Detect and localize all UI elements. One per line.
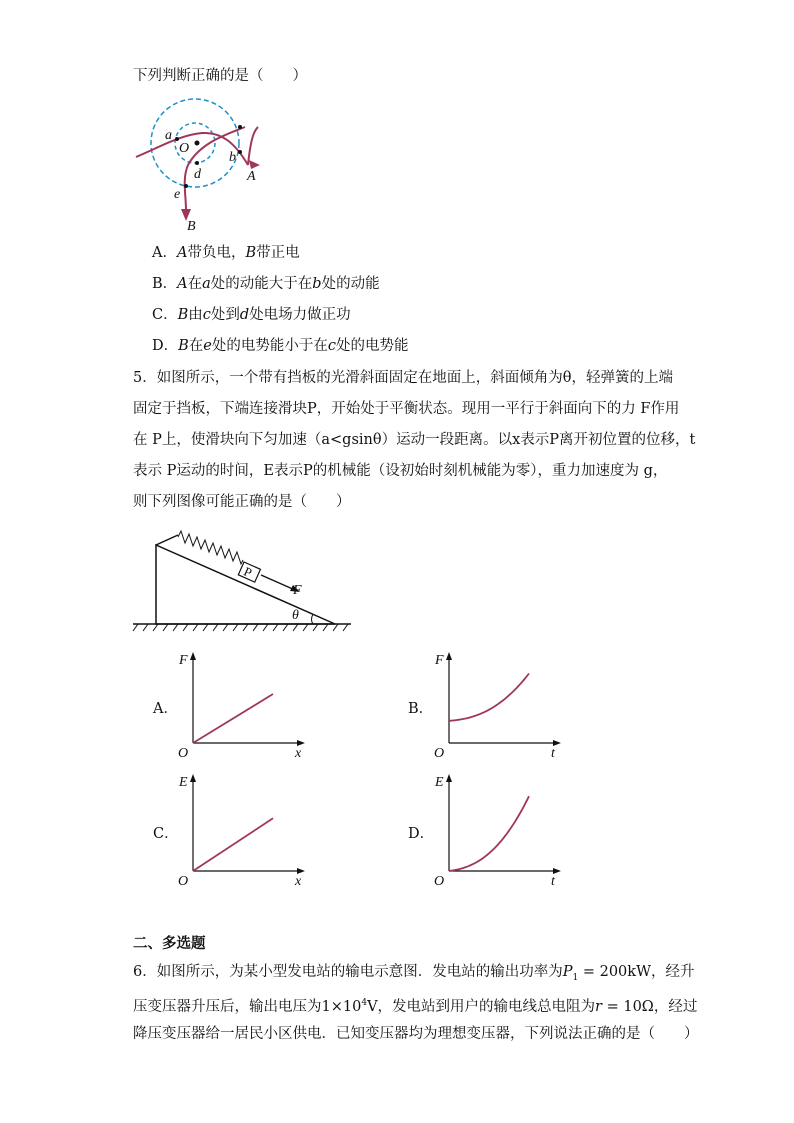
y-axis-arrow: [446, 652, 452, 660]
label-e: e: [174, 187, 181, 202]
point-b: [238, 150, 242, 154]
y-axis-label: F: [435, 653, 444, 668]
q4-option-key: A．: [152, 245, 177, 261]
point-e: [184, 184, 188, 188]
q4-option-B: [152, 274, 380, 294]
graph-curve: [449, 674, 529, 721]
q4-option-text: 处的电势能小于在: [211, 338, 328, 354]
q5-graph-C: [176, 772, 306, 890]
q4-option-text: B: [178, 338, 189, 354]
q4-option-text: b: [312, 276, 322, 292]
angle-arc: [312, 614, 314, 624]
q4-option-text: e: [203, 338, 212, 354]
y-axis-label: F: [179, 653, 188, 668]
ground-hatch: [133, 624, 348, 631]
q5-line-5: 则下列图像可能正确的是（ ）: [133, 494, 351, 510]
q4-option-key: C．: [152, 307, 178, 323]
q5-graph-D: [432, 772, 562, 890]
q5-option-C-key: C．: [153, 826, 179, 842]
incline-body: [156, 545, 335, 624]
q4-option-text: 带正电: [256, 245, 300, 261]
q4-option-text: a: [202, 276, 211, 292]
point-c: [238, 125, 242, 129]
svg-text:P: P: [241, 563, 255, 581]
y-axis-label: E: [179, 775, 188, 790]
q4-option-text: 在: [187, 276, 203, 292]
q4-option-D: [152, 336, 409, 356]
q5-option-A-key: A．: [153, 701, 178, 717]
q4-option-text: A: [177, 276, 188, 292]
q4-option-text: 由: [188, 307, 203, 323]
q5-line-1: 5．如图所示，一个带有挡板的光滑斜面固定在地面上，斜面倾角为θ，轻弹簧的上端: [133, 370, 673, 386]
y-axis-arrow: [190, 774, 196, 782]
graph-curve: [193, 694, 273, 743]
x-axis-label: x: [295, 874, 302, 889]
q4-option-text: c: [327, 338, 337, 354]
slider-P: [238, 562, 261, 583]
q4-option-text: c: [202, 307, 211, 323]
graph-curve: [449, 796, 529, 871]
q6-line-1: 6．如图所示，为某小型发电站的输电示意图．发电站的输出功率为$P_1 = 200kW$，经升: [133, 964, 695, 983]
graph-curve: [193, 818, 273, 871]
origin-label: O: [178, 746, 189, 761]
x-axis-label: t: [551, 746, 555, 761]
q4-option-text: 带负电，: [187, 245, 246, 261]
q4-option-text: 处的动能: [321, 276, 380, 292]
q5-line-3: 在 P上，使滑块向下匀加速（a<gsinθ）运动一段距离。以x表示P离开初位置的位移，t: [133, 432, 696, 448]
label-O: O: [179, 141, 190, 156]
point-d: [195, 161, 199, 165]
origin-label: O: [178, 874, 189, 889]
q4-option-text: B: [245, 245, 257, 261]
force-F-arrow: [261, 575, 295, 590]
y-axis-label: E: [435, 775, 444, 790]
q5-graph-A: [176, 650, 306, 762]
q4-option-text: 处到: [210, 307, 240, 323]
origin-label: O: [434, 874, 445, 889]
q6-line-2: 压变压器升压后，输出电压为$1\times 10^4V$，发电站到用户的输电线总电阻为r = 10Ω，经过: [133, 998, 698, 1015]
label-F: F: [293, 583, 302, 598]
q4-option-key: D．: [152, 338, 179, 354]
label-a: a: [165, 128, 172, 143]
q5-graph-B: [432, 650, 562, 762]
q4-option-key: B．: [152, 276, 178, 292]
arrow-A: [249, 160, 260, 169]
q5-option-B-key: B．: [408, 701, 434, 717]
q4-option-text: B: [177, 307, 189, 323]
q5-line-4: 表示 P运动的时间，E表示P的机械能（设初始时刻机械能为零），重力加速度为 g，: [133, 463, 668, 479]
incline-figure: [133, 527, 363, 642]
label-B: B: [187, 219, 196, 234]
y-axis-arrow: [190, 652, 196, 660]
label-d: d: [194, 167, 201, 182]
q4-option-text: d: [239, 307, 250, 323]
label-b: b: [229, 150, 236, 165]
q4-field-figure: [130, 95, 280, 235]
path-A-tail: [248, 127, 258, 165]
q4-stem: 下列判断正确的是（ ）: [133, 68, 307, 84]
point-O: [195, 141, 200, 146]
q4-option-C: [152, 305, 351, 325]
q4-option-text: 在: [188, 338, 204, 354]
q5-line-2: 固定于挡板，下端连接滑块P，开始处于平衡状态。现用一平行于斜面向下的力 F作用: [133, 401, 680, 417]
y-axis-arrow: [446, 774, 452, 782]
section-multi-choice-title: 二、多选题: [133, 935, 206, 952]
q4-option-A: [152, 243, 300, 263]
label-A: A: [247, 169, 256, 184]
x-axis-label: x: [295, 746, 302, 761]
origin-label: O: [434, 746, 445, 761]
q4-option-text: 处电场力做正功: [249, 307, 351, 323]
q6-line-3: 降压变压器给一居民小区供电．已知变压器均为理想变压器，下列说法正确的是（ ）: [133, 1026, 699, 1042]
q4-option-text: A: [176, 245, 188, 261]
x-axis-label: t: [551, 874, 555, 889]
q4-option-text: 处的电势能: [336, 338, 409, 354]
label-theta: θ: [292, 608, 299, 623]
q4-option-text: 处的动能大于在: [210, 276, 313, 292]
baffle: [156, 535, 178, 545]
q5-option-D-key: D．: [408, 826, 435, 842]
